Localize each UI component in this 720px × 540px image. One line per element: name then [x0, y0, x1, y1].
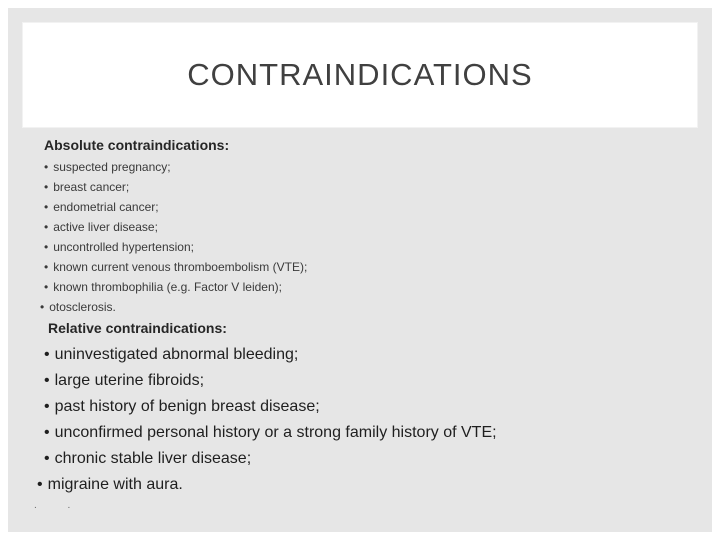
list-item: • known current venous thromboembolism (VTE);	[44, 260, 308, 274]
bullet-icon: •	[44, 180, 49, 194]
bullet-icon: •	[44, 160, 49, 174]
bullet-icon: •	[44, 240, 49, 254]
list-item: • large uterine fibroids;	[44, 372, 205, 389]
bullet-icon: •	[44, 372, 50, 389]
bullet-icon: •	[44, 200, 49, 214]
slide-title: CONTRAINDICATIONS	[187, 57, 533, 92]
list-item: • known thrombophilia (e.g. Factor V leiden);	[44, 280, 282, 294]
list-item: • endometrial cancer;	[44, 200, 159, 214]
list-item: • migraine with aura.	[37, 476, 183, 493]
list-item: • active liver disease;	[44, 220, 158, 234]
bullet-icon: •	[44, 260, 49, 274]
bullet-icon: •	[40, 300, 45, 314]
list-item: • past history of benign breast disease;	[44, 398, 320, 415]
list-item: • chronic stable liver disease;	[44, 450, 252, 467]
bullet-icon: •	[44, 346, 50, 363]
absolute-contraindications-heading: Absolute contraindications:	[44, 137, 230, 153]
list-item: • suspected pregnancy;	[44, 160, 171, 174]
relative-contraindications-heading: Relative contraindications:	[48, 320, 227, 336]
trailing-marks: . .	[34, 500, 85, 511]
bullet-icon: •	[44, 280, 49, 294]
list-item: • breast cancer;	[44, 180, 130, 194]
list-item: • otosclerosis.	[40, 300, 116, 314]
list-item: • uninvestigated abnormal bleeding;	[44, 346, 299, 363]
bullet-icon: •	[37, 476, 43, 493]
bullet-icon: •	[44, 450, 50, 467]
bullet-icon: •	[44, 424, 50, 441]
list-item: • unconfirmed personal history or a strong family history of VTE;	[44, 424, 497, 441]
list-item: • uncontrolled hypertension;	[44, 240, 194, 254]
bullet-icon: •	[44, 220, 49, 234]
bullet-icon: •	[44, 398, 50, 415]
